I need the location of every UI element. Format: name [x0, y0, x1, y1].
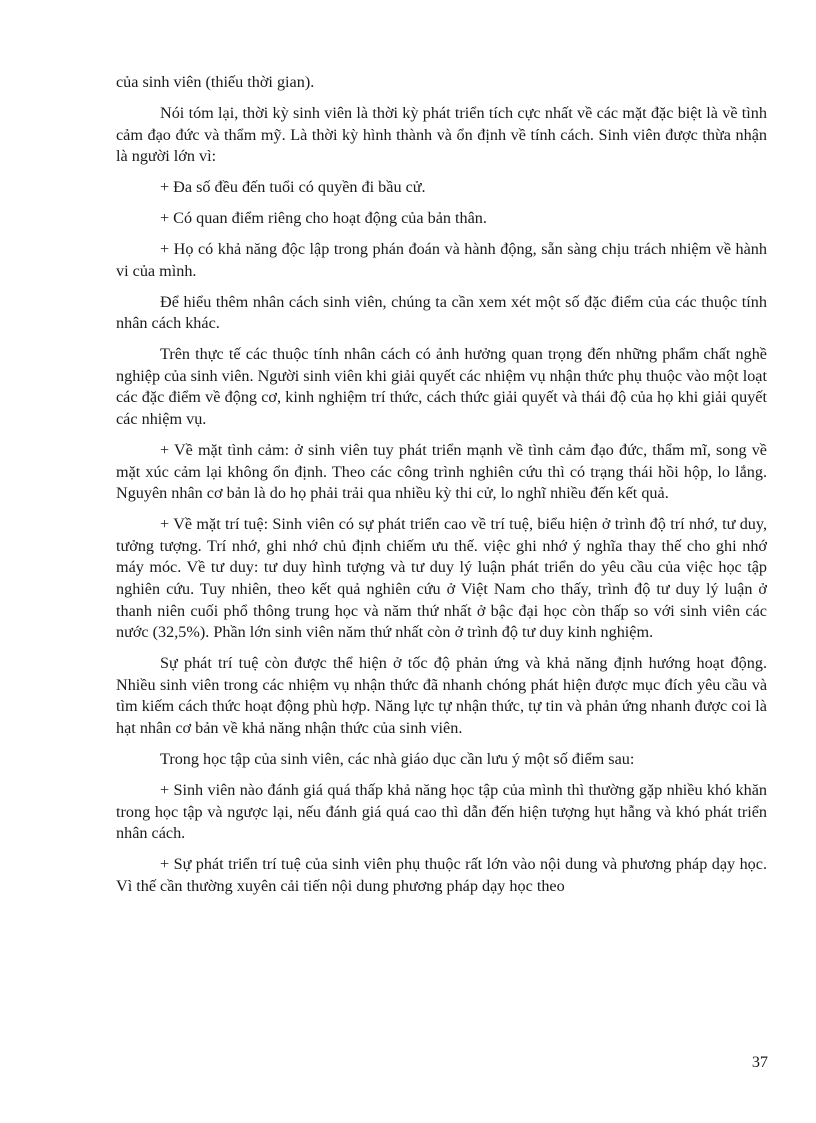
list-item: + Sinh viên nào đánh giá quá thấp khả năng học tập của mình thì thường gặp nhiều khó khăn trong học tập và ngược lại, nếu đánh giá quá cao thì dẫn đến hiện tượng hụt hẫng và khó phát triển nhân cách.: [116, 780, 767, 843]
paragraph: của sinh viên (thiếu thời gian).: [116, 73, 315, 91]
paragraph: Để hiểu thêm nhân cách sinh viên, chúng ta cần xem xét một số đặc điểm của các thuộc tính nhân cách khác.: [116, 292, 767, 333]
page-number: 37: [751, 1053, 768, 1071]
paragraph: Trên thực tế các thuộc tính nhân cách có ảnh hưởng quan trọng đến những phẩm chất nghề nghiệp của sinh viên. Người sinh viên khi giải quyết các nhiệm vụ nhận thức phụ thuộc vào một loạt các đặc điểm về động cơ, kinh nghiệm trí thức, cách thức giải quyết và thái độ của họ khi giải quyết các nhiệm vụ.: [116, 345, 767, 429]
body-text: [116, 72, 767, 907]
paragraph: Nói tóm lại, thời kỳ sinh viên là thời kỳ phát triển tích cực nhất về các mặt đặc biệt là về tình cảm đạo đức và thẩm mỹ. Là thời kỳ hình thành và ổn định về tính cách. Sinh viên được thừa nhận là người lớn vì:: [116, 103, 767, 166]
paragraph: Sự phát trí tuệ còn được thể hiện ở tốc độ phản ứng và khả năng định hướng hoạt động. Nhiều sinh viên trong các nhiệm vụ nhận thức đã nhanh chóng phát hiện được mục đích yêu cầu và tìm kiếm cách thức hoạt động phù hợp. Năng lực tự nhận thức, tự tin và phản ứng nhanh được coi là hạt nhân cơ bản về khả năng nhận thức của sinh viên.: [116, 654, 767, 737]
paragraph: Trong học tập của sinh viên, các nhà giáo dục cần lưu ý một số điểm sau:: [160, 749, 635, 768]
list-item: + Họ có khả năng độc lập trong phán đoán và hành động, sẵn sàng chịu trách nhiệm về hành vi của mình.: [116, 240, 767, 280]
list-item: + Về mặt tình cảm: ở sinh viên tuy phát triển mạnh về tình cảm đạo đức, thẩm mĩ, song về mặt xúc cảm lại không ổn định. Theo các công trình nghiên cứu thì có trạng thái hồi hộp, lo lắng. Nguyên nhân cơ bản là do họ phải trải qua nhiều kỳ thi cử, lo nghĩ nhiều đến kết quả.: [116, 441, 767, 503]
list-item: + Đa số đều đến tuổi có quyền đi bầu cử.: [160, 178, 426, 197]
list-item: + Sự phát triển trí tuệ của sinh viên phụ thuộc rất lớn vào nội dung và phương pháp dạy học. Vì thế cần thường xuyên cải tiến nội dung phương pháp dạy học theo: [116, 855, 767, 895]
list-item: + Có quan điểm riêng cho hoạt động của bản thân.: [160, 209, 487, 228]
list-item: + Về mặt trí tuệ: Sinh viên có sự phát triển cao về trí tuệ, biểu hiện ở trình độ trí nhớ, tư duy, tưởng tượng. Trí nhớ, ghi nhớ chủ định chiếm ưu thế. việc ghi nhớ ý nghĩa thay thế cho ghi nhớ máy móc. Về tư duy: tư duy hình tượng và tư duy lý luận phát triển do yêu cầu của việc học tập nghiên cứu. Tuy nhiên, theo kết quả nghiên cứu ở Việt Nam cho thấy, trình độ tư duy lý luận ở thanh niên cuối phổ thông trung học và năm thứ nhất ở bậc đại học còn thấp so với sinh viên các nước (32,5%). Phần lớn sinh viên năm thứ nhất còn ở trình độ tư duy kinh nghiệm.: [116, 515, 767, 642]
